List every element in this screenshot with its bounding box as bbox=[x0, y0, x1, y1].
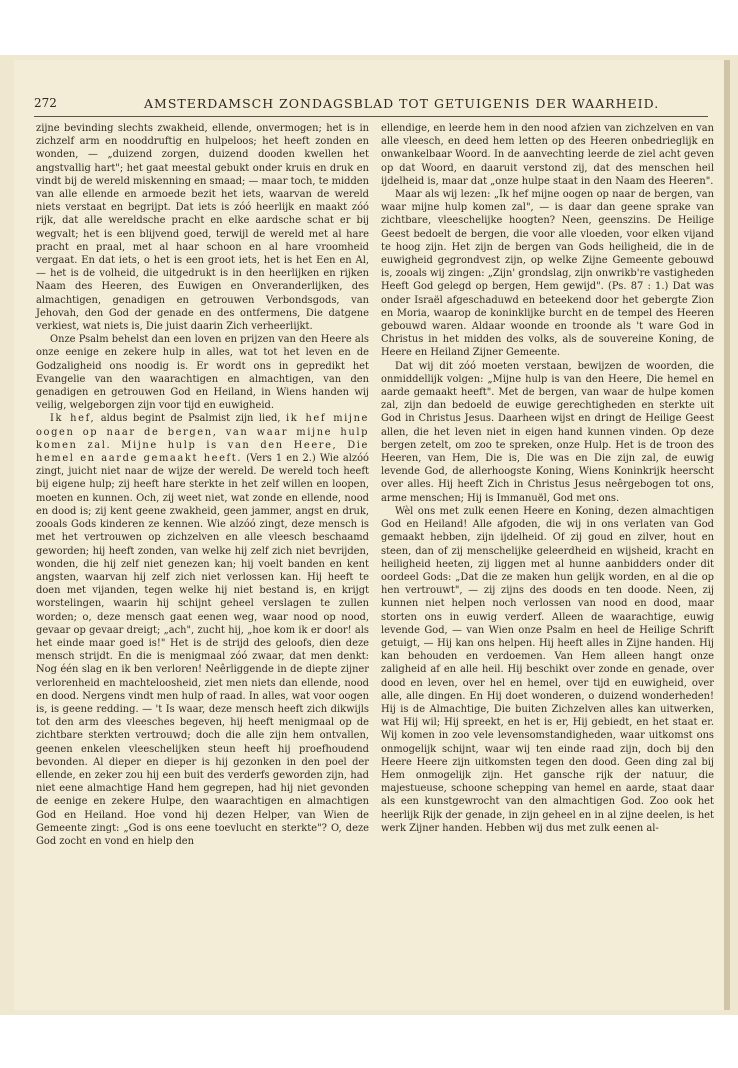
running-title: AMSTERDAMSCH ZONDAGSBLAD TOT GETUIGENIS DER WAARHEID. bbox=[144, 96, 660, 111]
page-number: 272 bbox=[34, 96, 57, 110]
newspaper-page bbox=[14, 60, 730, 1010]
right-paragraph-1: ellendige, en leerde hem in den nood afzien van zichzelven en van alle vleesch, en deed hem letten op des Heeren onbedrieglijk en onwankelbaar Woord. In de aanvechting leerde de ziel acht geven op dat Woord, en daaruit verstond zij, dat des menschen heil ijdelheid is, maar dat „onze hulpe staat in den Naam des Heeren". bbox=[381, 123, 714, 187]
left-paragraph-2: Onze Psalm behelst dan een loven en prijzen van den Heere als onze eenige en zekere hulp in alles, wat tot het leven en de Godzaligheid ons noodig is. Er wordt ons in gepredikt het Evangelie van den waarachtigen en almachtigen, van den genadigen en getrouwen God en Heiland, in Wiens handen wij veilig, welgeborgen zijn voor tijd en euwigheid. bbox=[36, 334, 369, 412]
psalm-quote: ik hef mijne oogen op naar de bergen, van waar mijne hulp komen zal. Mijne hulp is van den Heere, Die hemel en aarde gemaakt heeft. bbox=[36, 413, 369, 465]
psalm-lead: Ik hef, bbox=[50, 413, 96, 425]
page-edge bbox=[724, 60, 730, 1010]
left-column bbox=[36, 122, 369, 848]
right-column bbox=[381, 122, 714, 835]
right-paragraph-4: Wèl ons met zulk eenen Heere en Koning, dezen almachtigen God en Heiland! Alle afgoden, die wij in ons verlaten van God gemaakt hebben, zijn ijdelheid. Of zij goud en zilver, hout en steen, dan of zij menschelijke geleerdheid en wijsheid, kracht en heiligheid heeten, zij liggen met al hunne aanbidders onder dit oordeel Gods: „Dat die ze maken hun gelijk worden, en al die op hen vertrouwt", — zij zijns des doods en ten doode. Neen, zij kunnen niet helpen noch verlossen van nood en dood, maar storten ons in euwig verderf. Alleen de waarachtige, euwig levende God, — van Wien onze Psalm en heel de Heilige Schrift getuigt, — Hij kan ons helpen. Hij heeft alles in Zijne handen. Hij kan behouden en verdoemen. Van Hem alleen hangt onze zaligheid af en alle heil. Hij beschikt over zonde en genade, over dood en leven, over hel en hemel, over tijd en euwigheid, over alle, alle dingen. En Hij doet wonderen, o duizend wonderheden! Hij is de Almachtige, Die buiten Zichzelven alles kan uitwerken, wat Hij wil; Hij spreekt, en het is er, Hij gebiedt, en het staat er. Wij komen in zoo vele levensomstandigheden, waar uitkomst ons onmogelijk schijnt, waar wij ten einde raad zijn, doch bij den Heere Heere zijn uitkomsten tegen den dood. Geen ding zal bij Hem onmogelijk zijn. Het gansche rijk der natuur, die majestueuse, schoone schepping van hemel en aarde, staat daar als een kunstgewrocht van den almachtigen God. Zoo ook het heerlijk Rijk der genade, in zijn geheel en in al zijne deelen, is het werk Zijner handen. Hebben wij dus met zulk eenen al- bbox=[381, 505, 714, 834]
running-header bbox=[34, 94, 710, 114]
header-rule bbox=[34, 116, 708, 117]
right-paragraph-3: Dat wij dit zóó moeten verstaan, bewijzen de woorden, die onmiddellijk volgen: „Mijne hulp is van den Heere, Die hemel en aarde gemaakt heeft". Met de bergen, van waar de hulpe komen zal, zijn dan bedoeld de euwige gerechtigheden en sterkte uit God in Christus Jesus. Daarheen wijst en dringt de Heilige Geest allen, die het leven niet in eigen hand kunnen vinden. Op deze bergen zetelt, om zoo te spreken, onze Hulp. Het is de troon des Heeren, van Hem, Die is, Die was en Die zijn zal, de euwig levende God, de allerhoogste Koning, Wiens Koninkrijk heerscht over alles. Hij heeft Zich in Christus Jesus neêrgebogen tot ons, arme menschen; Hij is Immanuël, God met ons. bbox=[381, 360, 714, 504]
left-paragraph-3 bbox=[36, 412, 369, 848]
right-paragraph-2: Maar als wij lezen: „Ik hef mijne oogen op naar de bergen, van waar mijne hulp komen zal", — is daar dan geene sprake van zichtbare, vleeschelijke hoogten? Neen, geenszins. De Heilige Geest bedoelt de bergen, die voor alle vloeden, voor elken vijand te hoog zijn. Het zijn de bergen van Gods heiligheid, die in de euwigheid gegrondvest zijn, op welke Zijne Gemeente gebouwd is, zooals wij zingen: „Zijn' grondslag, zijn onwrikb're vastigheden Heeft God gelegd op bergen, Hem gewijd". (Ps. 87 : 1.) Dat was onder Israël afgeschaduwd en beteekend door het gebergte Zion en Moria, waarop de koninklijke burcht en de tempel des Heeren gebouwd waren. Aldaar woonde en troonde als 't ware God in Christus in het midden des volks, als de souvereine Koning, de Heere en Heiland Zijner Gemeente. bbox=[381, 189, 714, 359]
psalm-intro: aldus begint de Psalmist zijn lied, bbox=[95, 413, 287, 425]
left-paragraph-3-body: (Vers 1 en 2.) Wie alzóó zingt, juicht niet naar de wijze der wereld. De wereld toch heeft bij eigene hulp; zij heeft hare sterkte in het zelf willen en loopen, moeten en kunnen. Och, zij weet niet, wat zonde en ellende, nood en dood is; zij kent geene zwakheid, geen jammer, angst en druk, zooals Gods kinderen ze kennen. Wie alzóó zingt, deze mensch is met het vertrouwen op zichzelven en alle vleesch beschaamd geworden; hij heeft zonden, van welke hij zelf zich niet bevrijden, wonden, die hij zelf niet genezen kan; hij voelt banden en kent angsten, waarvan hij zelf zich niet verlossen kan. Hij heeft te doen met vijanden, tegen welke hij niet bestand is, en krijgt worstelingen, waarin hij schijnt geheel verslagen te zullen worden; o, deze mensch gaat eenen weg, waar nood op nood, gevaar op gevaar dreigt; „ach", zucht hij, „hoe kom ik er door! als het einde maar goed is!" Het is de strijd des geloofs, dien deze mensch strijdt. En die is menigmaal zóó zwaar, dat men denkt: Nog één slag en ik ben verloren! Neêrliggende in de diepte zijner verlorenheid en machteloosheid, ziet men niets dan ellende, nood en dood. Nergens vindt men hulp of raad. In alles, wat voor oogen is, is geene redding. — 't Is waar, deze mensch heeft zich dikwijls tot den arm des vleesches begeven, hij heeft menigmaal op de zichtbare sterkten vertrouwd; doch die alle zijn hem ontvallen, geenen enkelen vleeschelijken steun heeft hij proefhoudend bevonden. Al dieper en dieper is hij gezonken in den poel der ellende, en zeker zou hij een buit des verderfs geworden zijn, had niet eene almachtige Hand hem gegrepen, had hij niet gevonden de eenige en zekere Hulpe, den waarachtigen en almachtigen God en Heiland. Hoe vond hij dezen Helper, van Wien de Gemeente zingt: „God is ons eene toevlucht en sterkte"? O, deze God zocht en vond en hielp den bbox=[36, 453, 369, 847]
left-paragraph-1: zijne bevinding slechts zwakheid, ellende, onvermogen; het is in zichzelf arm en nooddruftig en hulpeloos; het heeft zonden en wonden, — „duizend zorgen, duizend dooden kwellen het angstvallig hart"; het gaat meestal gebukt onder kruis en druk en vindt bij de wereld miskenning en smaad; — maar toch, te midden van alle ellende en armoede bezit het iets, waarvan de wereld niets verstaat en begrijpt. Dat iets is zóó heerlijk en maakt zóó rijk, dat alle wereldsche pracht en elke aardsche schat er bij wegvalt; het is een blijvend goed, terwijl de wereld met al hare pracht en praal, met al haar schoon en al hare vroomheid vergaat. En dat iets, o het is een groot iets, het is het Een en Al, — het is de volheid, die uitgedrukt is in den heerlijken en rijken Naam des Heeren, des Euwigen en Onveranderlijken, des almachtigen, genadigen en getrouwen Verbondsgods, van Jehovah, den God der genade en des ontfermens, Die datgene verkiest, wat niets is, Die juist daarin Zich verheerlijkt. bbox=[36, 123, 369, 333]
